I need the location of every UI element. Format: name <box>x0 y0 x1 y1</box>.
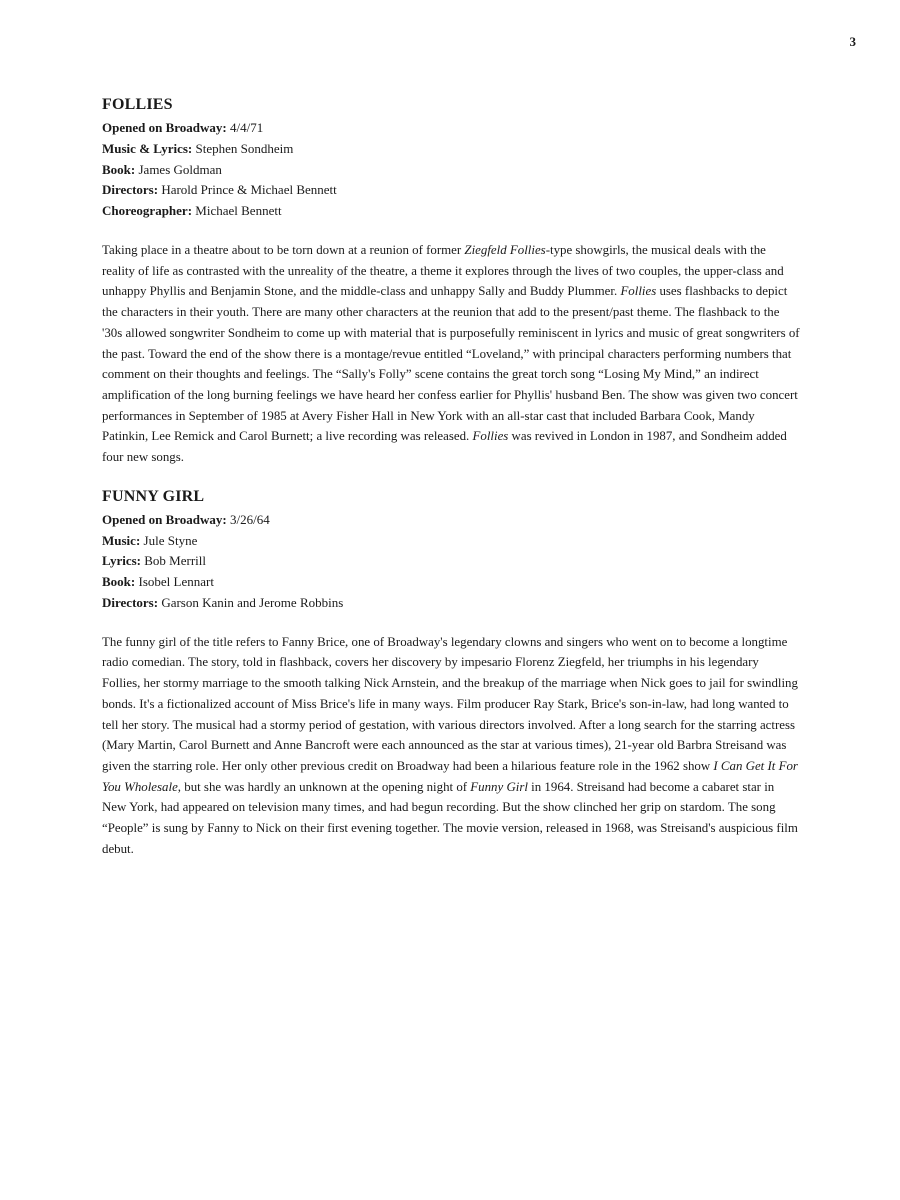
show-title: FOLLIES <box>102 96 173 113</box>
text-run: was revived in London in 1987, and Sondheim added four new songs. <box>102 429 787 465</box>
credit-line <box>102 551 800 572</box>
credit-label: Lyrics: <box>102 553 141 569</box>
show-title: FUNNY GIRL <box>102 487 205 505</box>
credit-line <box>102 139 800 160</box>
credit-label: Directors: <box>102 182 159 198</box>
credit-line <box>102 160 800 181</box>
credit-line <box>102 510 800 531</box>
credit-value: Stephen Sondheim <box>192 140 294 156</box>
credit-value: Jule Styne <box>140 532 198 548</box>
credit-label: Music & Lyrics: <box>102 140 193 156</box>
text-run: in 1964. Streisand had become a cabaret star in New York, had appeared on television many times, and had begun recording. But the show clinched her grip on stardom. The song “People” is sung by Fanny to Nick on their first evening together. The movie version, released in 1968, was Streisand's auspicious film debut. <box>102 779 798 856</box>
credit-line <box>102 201 800 222</box>
credit-label: Opened on Broadway: <box>102 511 227 527</box>
text-run: , but she was hardly an unknown at the opening night of <box>177 779 471 794</box>
credit-line <box>102 531 800 552</box>
text-run: Taking place in a theatre about to be torn down at a reunion of former <box>102 242 465 257</box>
credit-value: Harold Prince & Michael Bennett <box>158 182 337 198</box>
credit-label: Directors: <box>102 594 159 610</box>
credit-value: Michael Bennett <box>192 203 282 219</box>
credits-list <box>102 510 800 614</box>
credit-value: 3/26/64 <box>226 511 270 527</box>
text-run: The funny girl of the title refers to Fanny Brice, one of Broadway's legendary clowns and singers who went on to become a longtime radio comedian. The story, told in flashback, covers her discovery by impesario Florenz Ziegfeld, her triumphs in his legendary Follies, her stormy marriage to the smooth talking Nick Arnstein, and the breakup of the marriage when Nick goes to jail for swindling bonds. It's a fictionalized account of Miss Brice's life in many ways. Film producer Ray Stark, Brice's son-in-law, had long wanted to tell her story. The musical had a stormy period of gestation, with various directors involved. After a long search for the starring actress (Mary Martin, Carol Burnett and Anne Bancroft were each announced as the star at various times), 21-year old Barbra Streisand was given the starring role. Her only other previous credit on Broadway had been a hilarious feature role in the 1962 show <box>102 634 798 773</box>
credit-label: Book: <box>102 574 136 590</box>
credit-value: James Goldman <box>135 161 222 177</box>
credit-line <box>102 180 800 201</box>
credit-line <box>102 593 800 614</box>
credit-value: Isobel Lennart <box>135 574 214 590</box>
italic-title: I Can Get It For You Wholesale <box>102 758 798 794</box>
credits-list <box>102 118 800 222</box>
credit-line <box>102 572 800 593</box>
text-run: -type showgirls, the musical deals with the reality of life as contrasted with the unreality of the theatre, a theme it explores through the lives of two couples, the upper-class and unhappy Phyllis and Benjamin Stone, and the middle-class and unhappy Sally and Buddy Plummer. <box>102 242 784 299</box>
text-run: uses flashbacks to depict the characters in their youth. There are many other characters at the reunion that add to the present/past theme. The flashback to the '30s allowed songwriter Sondheim to come up with material that is purposefully reminiscent in lyrics and music of great songwriters of the past. Toward the end of the show there is a montage/revue entitled “Loveland,” with principal characters performing numbers that comment on their thoughts and feelings. The “Sally's Folly” scene contains the great torch song “Losing My Mind,” an indirect amplification of the long burning feelings we have heard her confess earlier for Phyllis' husband Ben. The show was given two concert performances in September of 1985 at Avery Fisher Hall in New York with an all-star cast that included Barbara Cook, Mandy Patinkin, Lee Remick and Carol Burnett; a live recording was released. <box>102 284 800 444</box>
credit-value: Garson Kanin and Jerome Robbins <box>158 594 344 610</box>
show-description <box>102 240 800 468</box>
italic-title: Follies <box>620 284 657 299</box>
credit-label: Choreographer: <box>102 203 193 219</box>
show-entry <box>102 488 800 860</box>
italic-title: Ziegfeld Follies <box>464 242 546 257</box>
credit-label: Opened on Broadway: <box>102 120 227 135</box>
italic-title: Follies <box>472 429 509 444</box>
credit-line <box>102 118 800 139</box>
show-description <box>102 632 800 860</box>
italic-title: Funny Girl <box>470 779 528 794</box>
page-content <box>102 96 800 879</box>
credit-value: 4/4/71 <box>226 120 264 135</box>
show-entry <box>102 96 800 468</box>
credit-label: Book: <box>102 161 136 177</box>
credit-label: Music: <box>102 532 141 548</box>
page-number: 3 <box>849 34 856 49</box>
credit-value: Bob Merrill <box>141 553 206 569</box>
